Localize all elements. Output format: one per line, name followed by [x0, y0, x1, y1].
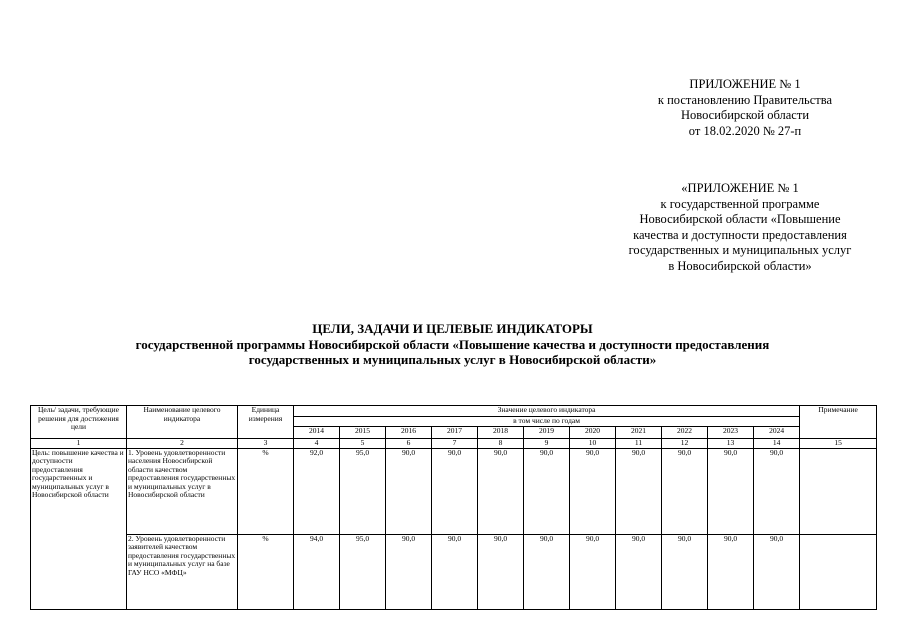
year-cell: 2015 [340, 426, 386, 438]
column-number: 11 [616, 438, 662, 448]
value-cell: 90,0 [754, 534, 800, 609]
column-number: 13 [708, 438, 754, 448]
value-cell: 90,0 [754, 448, 800, 534]
appendix-line: «ПРИЛОЖЕНИЕ № 1 [681, 181, 799, 195]
indicator-cell: 1. Уровень удовлетворенности населения Новосибирской области качеством предоставления государственных и муниципальных услуг в Новосибирской области [127, 448, 238, 534]
year-cell: 2024 [754, 426, 800, 438]
column-number: 10 [570, 438, 616, 448]
appendix-line: ПРИЛОЖЕНИЕ № 1 [689, 77, 801, 91]
column-number: 9 [524, 438, 570, 448]
value-cell: 90,0 [386, 448, 432, 534]
column-number: 15 [800, 438, 877, 448]
header-indicator: Наименование целевого индикатора [127, 406, 238, 439]
appendix-line: Новосибирской области [680, 108, 810, 122]
year-cell: 2018 [478, 426, 524, 438]
appendix-line: Новосибирской области «Повышение [639, 212, 841, 226]
value-cell: 90,0 [478, 448, 524, 534]
appendix-line: государственных и муниципальных услуг [628, 243, 852, 257]
indicator-cell: 2. Уровень удовлетворенности заявителей качеством предоставления государственных и муниципальных услуг на базе ГАУ НСО «МФЦ» [127, 534, 238, 609]
appendix-line: к государственной программе [660, 196, 820, 211]
appendix-line: от 18.02.2020 № 27-п [688, 123, 802, 138]
header-value: Значение целевого индикатора [294, 406, 800, 417]
value-cell: 90,0 [432, 534, 478, 609]
unit-cell: % [238, 448, 294, 534]
header-by-years: в том числе по годам [294, 417, 800, 427]
column-number: 7 [432, 438, 478, 448]
header-unit: Единица измерения [238, 406, 294, 439]
column-number: 1 [31, 438, 127, 448]
value-cell: 90,0 [616, 448, 662, 534]
year-cell: 2021 [616, 426, 662, 438]
value-cell: 90,0 [524, 534, 570, 609]
appendix-line: качества и доступности предоставления [633, 227, 847, 242]
unit-cell: % [238, 534, 294, 609]
column-number: 8 [478, 438, 524, 448]
year-cell: 2023 [708, 426, 754, 438]
column-number: 14 [754, 438, 800, 448]
value-cell: 90,0 [616, 534, 662, 609]
year-cell: 2022 [662, 426, 708, 438]
title-line-2: государственной программы Новосибирской области «Повышение качества и доступности предоставления [135, 336, 770, 352]
title-line-3: государственных и муниципальных услуг в Новосибирской области» [248, 352, 657, 367]
indicators-table [30, 405, 877, 610]
value-cell: 90,0 [708, 448, 754, 534]
header-note: Примечание [800, 406, 877, 439]
table-row [31, 448, 877, 534]
value-cell: 90,0 [570, 448, 616, 534]
year-cell: 2020 [570, 426, 616, 438]
column-number: 12 [662, 438, 708, 448]
goal-cell: Цель: повышение качества и доступности предоставления государственных и муниципальных услуг в Новосибирской области [31, 448, 127, 609]
appendix-line: к постановлению Правительства [657, 92, 833, 107]
year-cell: 2019 [524, 426, 570, 438]
value-cell: 92,0 [294, 448, 340, 534]
column-number: 3 [238, 438, 294, 448]
table-row [31, 534, 877, 609]
column-number: 6 [386, 438, 432, 448]
value-cell: 90,0 [432, 448, 478, 534]
value-cell: 90,0 [478, 534, 524, 609]
year-cell: 2017 [432, 426, 478, 438]
year-cell: 2016 [386, 426, 432, 438]
column-numbers-row [31, 438, 877, 448]
column-number: 4 [294, 438, 340, 448]
value-cell: 90,0 [386, 534, 432, 609]
value-cell: 90,0 [662, 534, 708, 609]
value-cell: 90,0 [708, 534, 754, 609]
value-cell: 90,0 [570, 534, 616, 609]
document-title [40, 321, 865, 368]
value-cell: 90,0 [662, 448, 708, 534]
column-number: 5 [340, 438, 386, 448]
note-cell [800, 534, 877, 609]
value-cell: 94,0 [294, 534, 340, 609]
title-line-1: ЦЕЛИ, ЗАДАЧИ И ЦЕЛЕВЫЕ ИНДИКАТОРЫ [312, 321, 593, 336]
column-number: 2 [127, 438, 238, 448]
value-cell: 95,0 [340, 534, 386, 609]
appendix-resolution-block [620, 77, 870, 139]
value-cell: 90,0 [524, 448, 570, 534]
table-header-row [31, 406, 877, 417]
note-cell [800, 448, 877, 534]
appendix-line: в Новосибирской области» [668, 258, 812, 273]
header-goal: Цель/ задачи, требующие решения для достижения цели [31, 406, 127, 439]
value-cell: 95,0 [340, 448, 386, 534]
appendix-program-block [590, 181, 890, 274]
year-cell: 2014 [294, 426, 340, 438]
